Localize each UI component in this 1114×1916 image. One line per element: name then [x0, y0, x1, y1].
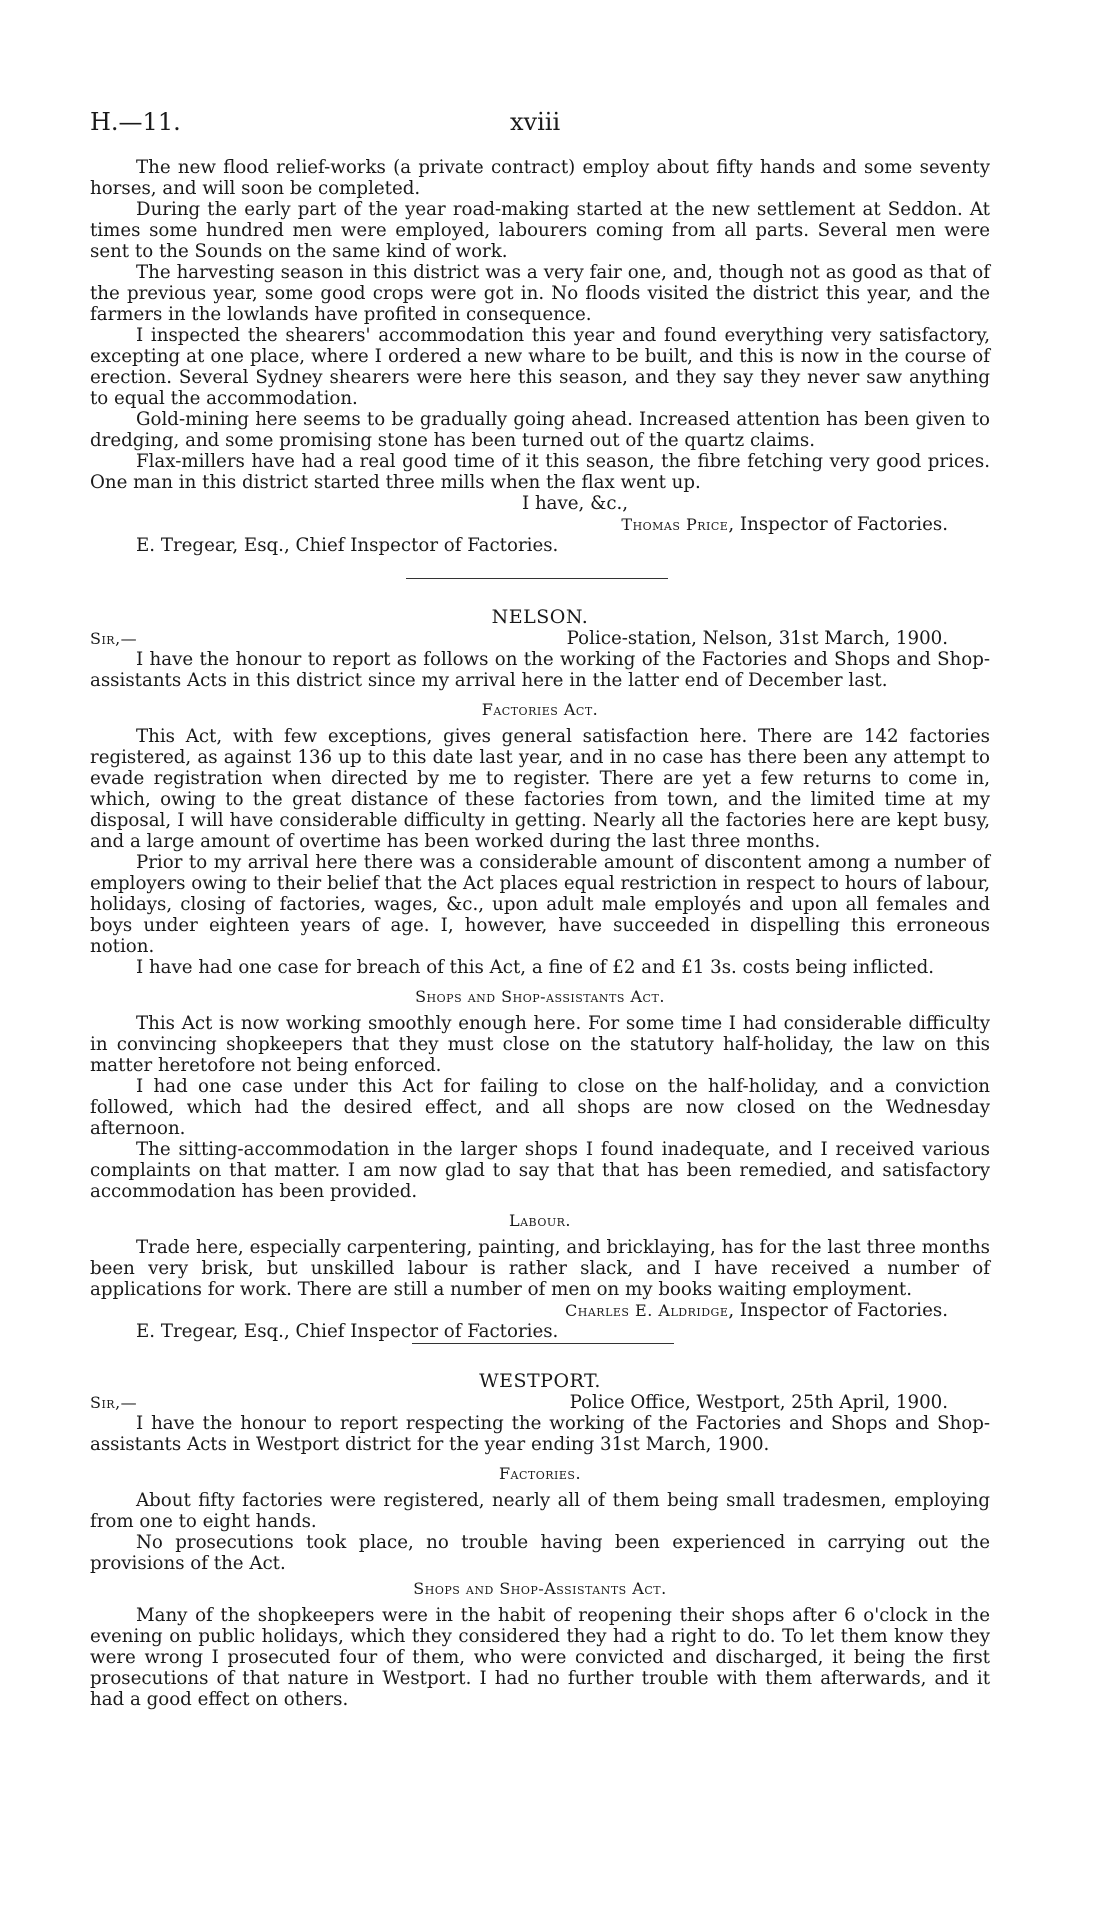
paragraph: The sitting-accommodation in the larger shops I found inadequate, and I received various complaints on that matter. I am now glad to say that that has been remedied, and satisfactory accommodation has been provided.: [90, 1139, 990, 1202]
section-divider: [406, 578, 668, 579]
paragraph: Many of the shopkeepers were in the habit of reopening their shops after 6 o'clock in the evening on public holidays, which they considered they had a right to do. To let them know they were wrong I prosecuted four of them, who were convicted and discharged, it being the first prosecutions of that nature in Westport. I had no further trouble with them afterwards, and it had a good effect on others.: [90, 1605, 990, 1710]
place-date: Police Office, Westport, 25th April, 1900.: [569, 1392, 948, 1413]
signature-name: Thomas Price: [621, 515, 729, 534]
paragraph: I inspected the shearers' accommodation this year and found everything very satisfactory, excepting at one place, where I ordered a new whare to be built, and this is now in the course of erection. Several Sydney shearers were here this season, and they say they never saw anything to equal the accommodation.: [90, 325, 990, 409]
paragraph: I had one case under this Act for failing to close on the half-holiday, and a conviction followed, which had the desired effect, and all shops are now closed on the Wednesday afternoon.: [90, 1076, 990, 1139]
paragraph: This Act is now working smoothly enough here. For some time I had considerable difficulty in convincing shopkeepers that they must close on the statutory half-holiday, the law on this matter heretofore not being enforced.: [90, 1013, 990, 1076]
subheading-text: Factories Act.: [481, 700, 599, 719]
addressee: E. Tregear, Esq., Chief Inspector of Factories.: [136, 535, 559, 556]
salutation-row: [90, 628, 990, 649]
subheading-text: Shops and Shop-assistants Act.: [415, 987, 665, 1006]
subheading: [90, 699, 990, 720]
paragraph: Trade here, especially carpentering, painting, and bricklaying, has for the last three months been very brisk, but unskilled labour is rather slack, and I have received a number of applications for work. There are still a number of men on my books waiting employment.: [90, 1237, 990, 1300]
salutation: Sir,—: [90, 1393, 138, 1412]
paragraph: Prior to my arrival here there was a considerable amount of discontent among a number of employers owing to their belief that the Act places equal restriction in respect to hours of labour, holidays, closing of factories, wages, &c., upon adult male employés and upon all females and boys under eighteen years of age. I, however, have succeeded in dispelling this erroneous notion.: [90, 852, 990, 957]
subheading-text: Shops and Shop-Assistants Act.: [413, 1579, 667, 1598]
signature-title: , Inspector of Factories.: [728, 514, 948, 535]
paragraph: I have had one case for breach of this Act, a fine of £2 and £1 3s. costs being inflicted.: [136, 957, 935, 978]
nelson-section: [90, 606, 990, 1342]
place-date: Police-station, Nelson, 31st March, 1900.: [566, 628, 948, 649]
report-reference: H.—11.: [90, 108, 181, 136]
signature: [90, 514, 990, 535]
section-title: WESTPORT.: [479, 1370, 601, 1392]
subheading: [90, 1463, 990, 1484]
paragraph: No prosecutions took place, no trouble having been experienced in carrying out the provisions of the Act.: [90, 1532, 990, 1574]
addressee: E. Tregear, Esq., Chief Inspector of Factories.: [136, 1321, 559, 1342]
paragraph: Flax-millers have had a real good time of it this season, the fibre fetching very good prices. One man in this district started three mills when the flax went up.: [90, 451, 990, 493]
signature-title: , Inspector of Factories.: [728, 1300, 948, 1321]
paragraph: The harvesting season in this district was a very fair one, and, though not as good as that of the previous year, some good crops were got in. No floods visited the district this year, and the farmers in the lowlands have profited in consequence.: [90, 262, 990, 325]
closing-phrase: I have, &c.,: [522, 493, 629, 514]
paragraph: Gold-mining here seems to be gradually going ahead. Increased attention has been given to dredging, and some promising stone has been turned out of the quartz claims.: [90, 409, 990, 451]
opening-paragraph: I have the honour to report respecting the working of the Factories and Shops and Shop-assistants Acts in Westport district for the year ending 31st March, 1900.: [90, 1413, 990, 1455]
westport-section: [90, 1370, 990, 1710]
section-title: NELSON.: [491, 606, 589, 628]
paragraph: This Act, with few exceptions, gives general satisfaction here. There are 142 factories registered, as against 136 up to this date last year, and in no case has there been any attempt to evade registration when directed by me to register. There are yet a few returns to come in, which, owing to the great distance of these factories from town, and the limited time at my disposal, I will have considerable difficulty in getting. Nearly all the factories here are kept busy, and a large amount of overtime has been worked during the last three months.: [90, 726, 990, 852]
salutation: Sir,—: [90, 629, 138, 648]
intro-section: [90, 157, 990, 556]
page-number: xviii: [510, 108, 561, 136]
paragraph: About fifty factories were registered, nearly all of them being small tradesmen, employing from one to eight hands.: [90, 1490, 990, 1532]
paragraph: During the early part of the year road-making started at the new settlement at Seddon. At times some hundred men were employed, labourers coming from all parts. Several men were sent to the Sounds on the same kind of work.: [90, 199, 990, 262]
subheading-text: Factories.: [498, 1464, 582, 1483]
signature-name: Charles E. Aldridge: [565, 1301, 729, 1320]
signature: [90, 1300, 990, 1321]
subheading: [90, 1210, 990, 1231]
subheading: [90, 1578, 990, 1599]
subheading: [90, 986, 990, 1007]
paragraph: The new flood relief-works (a private contract) employ about fifty hands and some seventy horses, and will soon be completed.: [90, 157, 990, 199]
section-divider: [412, 1343, 674, 1344]
subheading-text: Labour.: [508, 1211, 571, 1230]
salutation-row: [90, 1392, 990, 1413]
opening-paragraph: I have the honour to report as follows on the working of the Factories and Shops and Shop-assistants Acts in this district since my arrival here in the latter end of December last.: [90, 649, 990, 691]
